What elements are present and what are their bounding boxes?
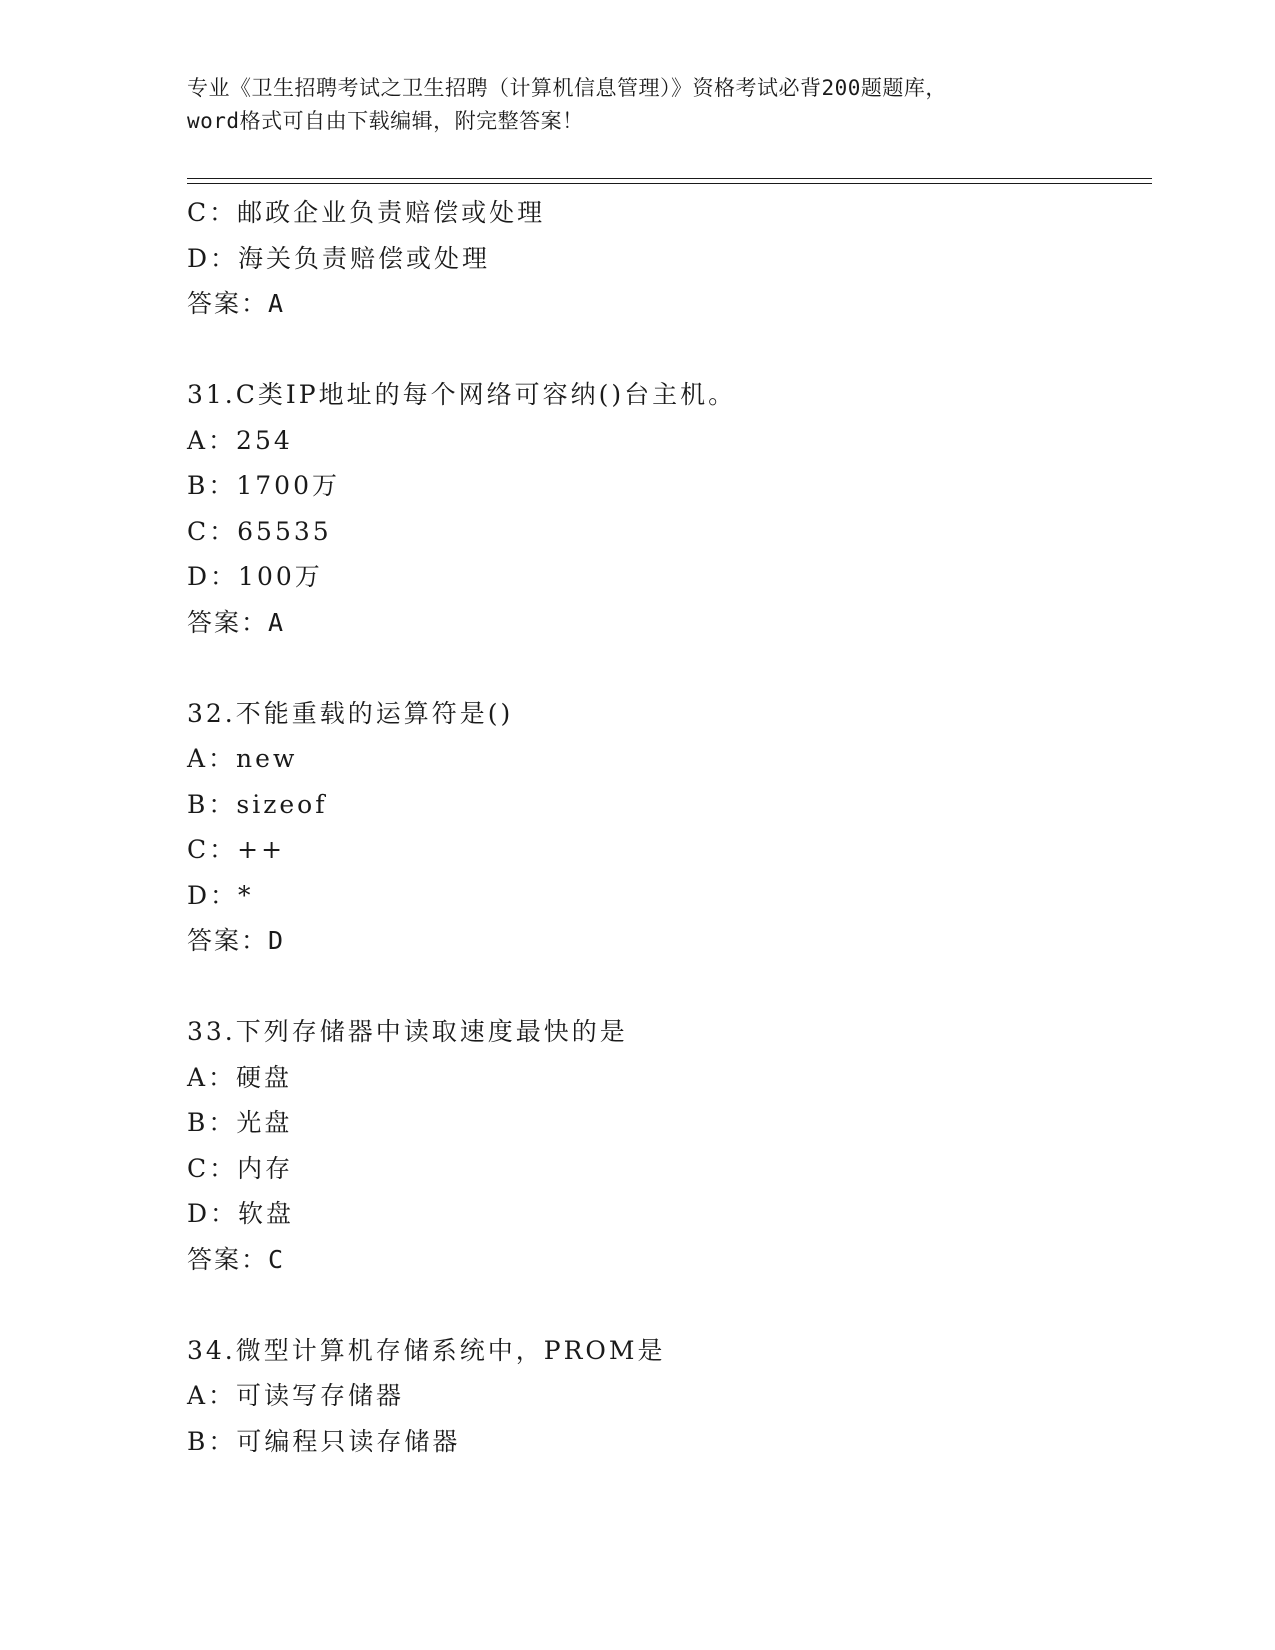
question-32	[187, 691, 1147, 964]
option-d: D：100万	[187, 562, 323, 591]
option-c: C：邮政企业负责赔偿或处理	[187, 198, 546, 227]
question-stem: 31.C类IP地址的每个网络可容纳()台主机。	[187, 380, 737, 409]
question-stem: 32.不能重载的运算符是()	[187, 698, 514, 728]
option-d: D：软盘	[187, 1199, 295, 1228]
answer: 答案：A	[187, 607, 286, 637]
option-c: C：内存	[187, 1153, 294, 1183]
header-line-2: word格式可自由下载编辑，附完整答案！	[187, 109, 584, 133]
option-d: D：*	[187, 880, 254, 910]
question-31	[187, 372, 1147, 645]
answer: 答案：C	[187, 1244, 286, 1274]
option-d: D：海关负责赔偿或处理	[187, 243, 491, 273]
option-c: C：++	[187, 835, 286, 864]
question-stem: 33.下列存储器中读取速度最快的是	[187, 1017, 628, 1046]
header-divider-top	[187, 178, 1152, 179]
header-line-1: 专业《卫生招聘考试之卫生招聘（计算机信息管理）》资格考试必背200题题库，	[187, 76, 947, 100]
option-b: B：1700万	[187, 471, 340, 500]
answer: 答案：D	[187, 926, 286, 955]
option-c: C：65535	[187, 516, 332, 546]
answer: 答案：A	[187, 289, 286, 318]
question-33	[187, 1009, 1147, 1282]
option-b: B：可编程只读存储器	[187, 1426, 461, 1456]
option-a: A：可读写存储器	[187, 1381, 405, 1410]
question-list	[187, 190, 1147, 1464]
option-b: B：sizeof	[187, 789, 328, 819]
question-34	[187, 1328, 1147, 1465]
option-b: B：光盘	[187, 1108, 293, 1137]
option-a: A：254	[187, 425, 293, 455]
option-a: A：new	[187, 744, 298, 773]
document-header	[187, 72, 1087, 138]
question-stem: 34.微型计算机存储系统中，PROM是	[187, 1335, 666, 1365]
header-divider-bottom	[187, 183, 1152, 184]
option-a: A：硬盘	[187, 1062, 293, 1092]
